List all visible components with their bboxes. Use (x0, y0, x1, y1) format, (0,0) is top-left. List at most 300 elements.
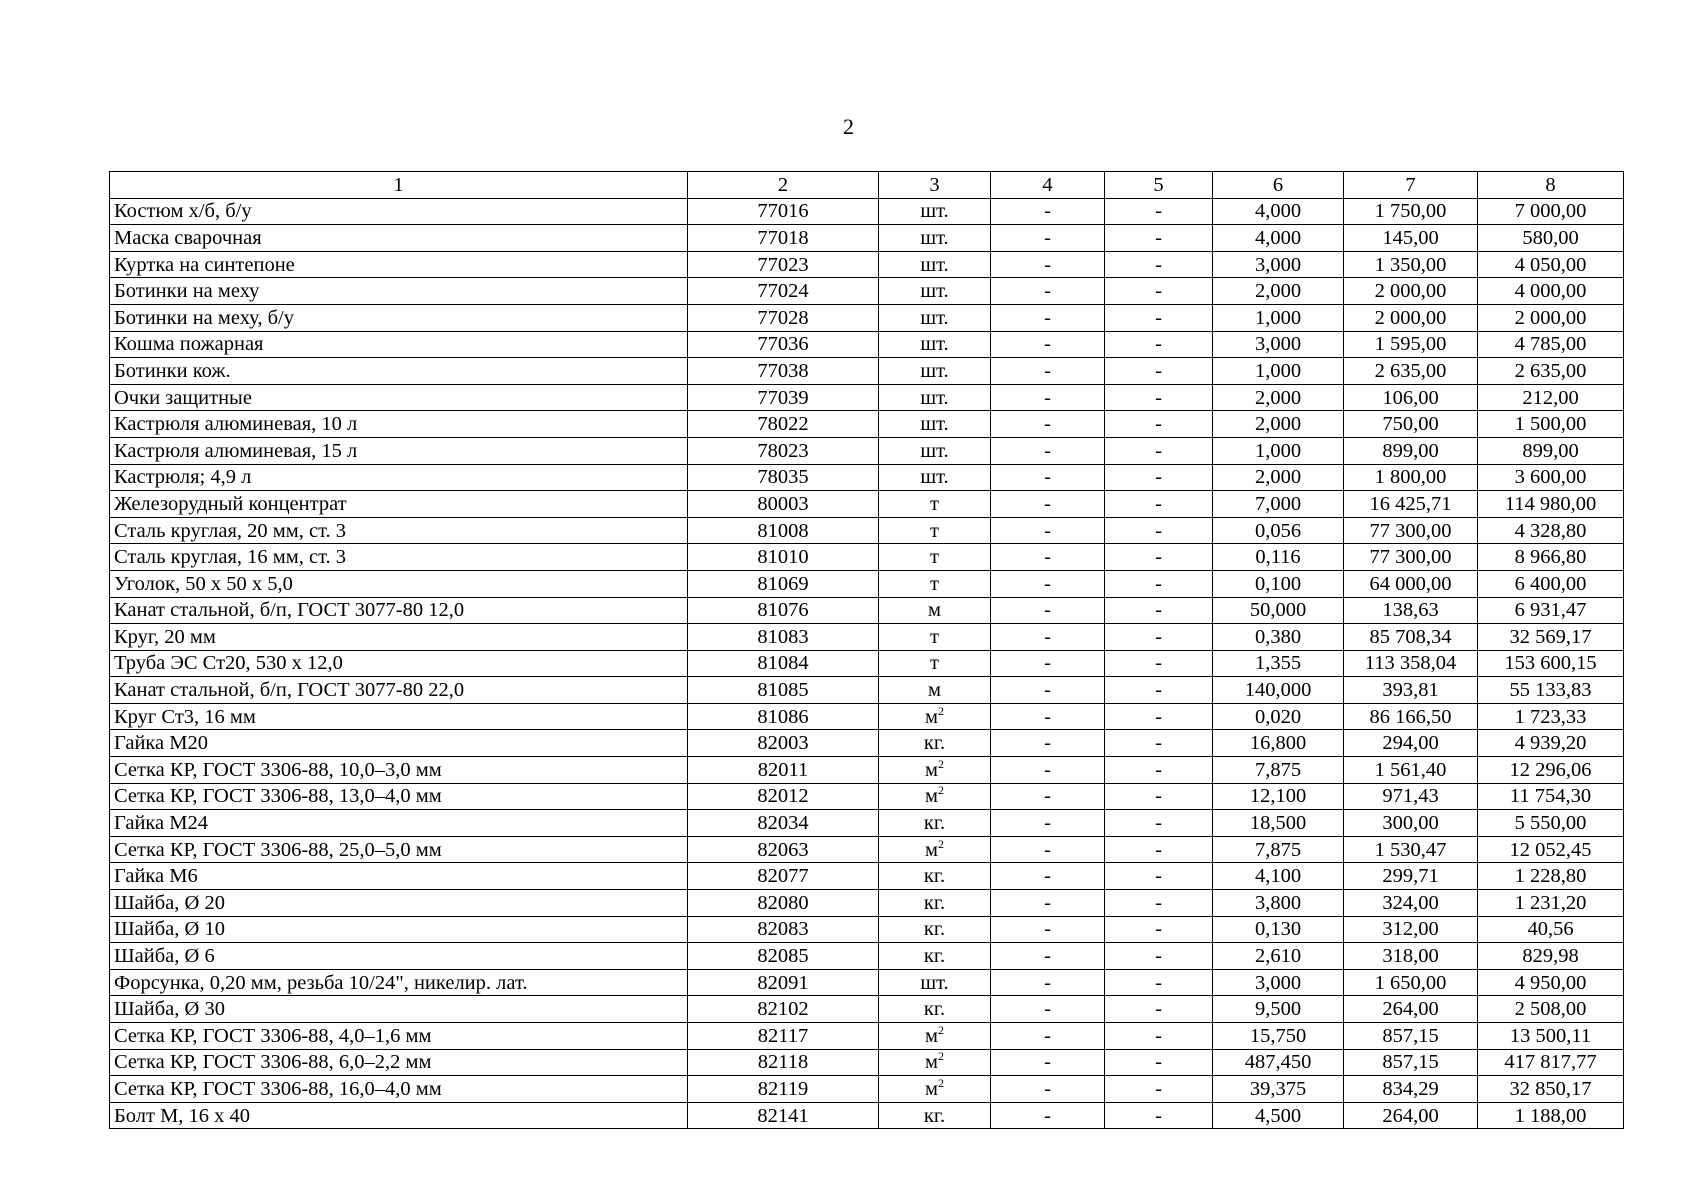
item-name-cell: Шайба, Ø 20 (110, 890, 688, 917)
inventory-table (109, 171, 1624, 1129)
quantity-cell: 9,500 (1213, 996, 1344, 1023)
price-cell: 834,29 (1344, 1076, 1478, 1103)
price-cell: 2 635,00 (1344, 358, 1478, 385)
unit-label: шт. (920, 359, 949, 382)
col5-cell: - (1105, 1076, 1213, 1103)
item-name-cell: Маска сварочная (110, 225, 688, 252)
col5-cell: - (1105, 278, 1213, 305)
col5-cell: - (1105, 491, 1213, 518)
item-name-cell: Гайка М20 (110, 730, 688, 757)
item-unit-cell (879, 358, 991, 385)
item-code-cell: 81008 (688, 517, 879, 544)
price-cell: 2 000,00 (1344, 304, 1478, 331)
item-code-cell: 81086 (688, 703, 879, 730)
col4-cell: - (991, 730, 1105, 757)
col5-cell: - (1105, 384, 1213, 411)
item-name-cell: Шайба, Ø 30 (110, 996, 688, 1023)
table-row (110, 1049, 1624, 1076)
unit-label: шт. (920, 333, 949, 356)
item-name-cell: Сетка КР, ГОСТ 3306-88, 16,0–4,0 мм (110, 1076, 688, 1103)
table-row (110, 757, 1624, 784)
item-unit-cell (879, 278, 991, 305)
col5-cell: - (1105, 544, 1213, 571)
quantity-cell: 0,130 (1213, 916, 1344, 943)
sum-cell: 12 052,45 (1478, 836, 1624, 863)
price-cell: 1 350,00 (1344, 251, 1478, 278)
col4-cell: - (991, 384, 1105, 411)
col5-cell: - (1105, 225, 1213, 252)
quantity-cell: 3,000 (1213, 331, 1344, 358)
col5-cell: - (1105, 1023, 1213, 1050)
quantity-cell: 1,000 (1213, 304, 1344, 331)
sum-cell: 4 939,20 (1478, 730, 1624, 757)
item-name-cell: Канат стальной, б/п, ГОСТ 3077-80 12,0 (110, 597, 688, 624)
item-code-cell: 77024 (688, 278, 879, 305)
table-row (110, 437, 1624, 464)
table-row (110, 650, 1624, 677)
quantity-cell: 7,875 (1213, 836, 1344, 863)
col5-cell: - (1105, 836, 1213, 863)
item-name-cell: Кастрюля алюминевая, 10 л (110, 411, 688, 438)
price-cell: 857,15 (1344, 1049, 1478, 1076)
table-row (110, 331, 1624, 358)
table-row (110, 198, 1624, 225)
quantity-cell: 3,000 (1213, 251, 1344, 278)
unit-label: т (930, 519, 939, 542)
item-unit-cell (879, 703, 991, 730)
price-cell: 899,00 (1344, 437, 1478, 464)
price-cell: 138,63 (1344, 597, 1478, 624)
item-unit-cell (879, 1049, 991, 1076)
quantity-cell: 1,000 (1213, 437, 1344, 464)
item-unit-cell (879, 1076, 991, 1103)
sum-cell: 2 508,00 (1478, 996, 1624, 1023)
sum-cell: 1 723,33 (1478, 703, 1624, 730)
col5-cell: - (1105, 730, 1213, 757)
col4-cell: - (991, 1023, 1105, 1050)
sum-cell: 2 635,00 (1478, 358, 1624, 385)
price-cell: 264,00 (1344, 996, 1478, 1023)
unit-label: м (928, 679, 941, 702)
col4-cell: - (991, 278, 1105, 305)
quantity-cell: 1,355 (1213, 650, 1344, 677)
sum-cell: 8 966,80 (1478, 544, 1624, 571)
price-cell: 1 750,00 (1344, 198, 1478, 225)
col5-cell: - (1105, 783, 1213, 810)
item-unit-cell (879, 304, 991, 331)
price-cell: 1 595,00 (1344, 331, 1478, 358)
item-unit-cell (879, 225, 991, 252)
item-name-cell: Железорудный концентрат (110, 491, 688, 518)
item-name-cell: Болт М, 16 х 40 (110, 1102, 688, 1129)
table-row (110, 810, 1624, 837)
sum-cell: 580,00 (1478, 225, 1624, 252)
col4-cell: - (991, 251, 1105, 278)
price-cell: 113 358,04 (1344, 650, 1478, 677)
table-row (110, 703, 1624, 730)
item-name-cell: Сетка КР, ГОСТ 3306-88, 6,0–2,2 мм (110, 1049, 688, 1076)
table-row (110, 358, 1624, 385)
unit-label: т (930, 572, 939, 595)
page-number: 2 (843, 114, 854, 139)
unit-label: м (925, 1051, 938, 1074)
header-cell-8: 8 (1478, 172, 1624, 199)
col4-cell: - (991, 1049, 1105, 1076)
col5-cell: - (1105, 597, 1213, 624)
unit-label: кг. (923, 1104, 946, 1127)
table-row (110, 491, 1624, 518)
sum-cell: 4 785,00 (1478, 331, 1624, 358)
item-code-cell: 81010 (688, 544, 879, 571)
item-name-cell: Кастрюля; 4,9 л (110, 464, 688, 491)
item-name-cell: Очки защитные (110, 384, 688, 411)
col4-cell: - (991, 517, 1105, 544)
col4-cell: - (991, 624, 1105, 651)
table-row (110, 278, 1624, 305)
col4-cell: - (991, 650, 1105, 677)
item-name-cell: Круг Ст3, 16 мм (110, 703, 688, 730)
item-code-cell: 82141 (688, 1102, 879, 1129)
unit-label: шт. (920, 971, 949, 994)
price-cell: 85 708,34 (1344, 624, 1478, 651)
item-code-cell: 82003 (688, 730, 879, 757)
quantity-cell: 0,100 (1213, 570, 1344, 597)
header-cell-3: 3 (879, 172, 991, 199)
price-cell: 16 425,71 (1344, 491, 1478, 518)
price-cell: 971,43 (1344, 783, 1478, 810)
quantity-cell: 4,000 (1213, 225, 1344, 252)
unit-label: м (925, 1024, 938, 1047)
table-row (110, 890, 1624, 917)
item-code-cell: 77016 (688, 198, 879, 225)
unit-label: т (930, 546, 939, 569)
item-unit-cell (879, 544, 991, 571)
item-name-cell: Куртка на синтепоне (110, 251, 688, 278)
col4-cell: - (991, 570, 1105, 597)
col4-cell: - (991, 836, 1105, 863)
item-unit-cell (879, 969, 991, 996)
unit-exponent: 2 (937, 1075, 944, 1090)
item-name-cell: Костюм х/б, б/у (110, 198, 688, 225)
table-row (110, 411, 1624, 438)
item-name-cell: Сталь круглая, 16 мм, ст. 3 (110, 544, 688, 571)
col4-cell: - (991, 331, 1105, 358)
price-cell: 294,00 (1344, 730, 1478, 757)
price-cell: 299,71 (1344, 863, 1478, 890)
item-code-cell: 77038 (688, 358, 879, 385)
unit-label: кг. (923, 812, 946, 835)
table-row (110, 916, 1624, 943)
unit-label: кг. (923, 918, 946, 941)
quantity-cell: 2,000 (1213, 464, 1344, 491)
table-body (110, 198, 1624, 1129)
col4-cell: - (991, 304, 1105, 331)
price-cell: 264,00 (1344, 1102, 1478, 1129)
unit-label: м (925, 785, 938, 808)
sum-cell: 114 980,00 (1478, 491, 1624, 518)
unit-label: кг. (923, 945, 946, 968)
item-code-cell: 82012 (688, 783, 879, 810)
sum-cell: 12 296,06 (1478, 757, 1624, 784)
item-unit-cell (879, 198, 991, 225)
item-code-cell: 77036 (688, 331, 879, 358)
price-cell: 750,00 (1344, 411, 1478, 438)
table-row (110, 677, 1624, 704)
col5-cell: - (1105, 251, 1213, 278)
item-name-cell: Ботинки на меху, б/у (110, 304, 688, 331)
quantity-cell: 0,116 (1213, 544, 1344, 571)
col5-cell: - (1105, 198, 1213, 225)
unit-exponent: 2 (937, 703, 944, 718)
item-code-cell: 82085 (688, 943, 879, 970)
price-cell: 77 300,00 (1344, 517, 1478, 544)
item-code-cell: 82034 (688, 810, 879, 837)
col4-cell: - (991, 464, 1105, 491)
item-code-cell: 82080 (688, 890, 879, 917)
col4-cell: - (991, 916, 1105, 943)
header-cell-6: 6 (1213, 172, 1344, 199)
col5-cell: - (1105, 677, 1213, 704)
item-unit-cell (879, 810, 991, 837)
sum-cell: 153 600,15 (1478, 650, 1624, 677)
col5-cell: - (1105, 1049, 1213, 1076)
quantity-cell: 7,875 (1213, 757, 1344, 784)
price-cell: 312,00 (1344, 916, 1478, 943)
sum-cell: 417 817,77 (1478, 1049, 1624, 1076)
quantity-cell: 3,000 (1213, 969, 1344, 996)
col4-cell: - (991, 225, 1105, 252)
item-code-cell: 81069 (688, 570, 879, 597)
price-cell: 106,00 (1344, 384, 1478, 411)
item-name-cell: Сетка КР, ГОСТ 3306-88, 10,0–3,0 мм (110, 757, 688, 784)
quantity-cell: 140,000 (1213, 677, 1344, 704)
quantity-cell: 4,000 (1213, 198, 1344, 225)
quantity-cell: 2,000 (1213, 278, 1344, 305)
col5-cell: - (1105, 517, 1213, 544)
header-cell-7: 7 (1344, 172, 1478, 199)
item-unit-cell (879, 650, 991, 677)
item-name-cell: Форсунка, 0,20 мм, резьба 10/24", никелир. лат. (110, 969, 688, 996)
item-unit-cell (879, 890, 991, 917)
quantity-cell: 0,056 (1213, 517, 1344, 544)
item-unit-cell (879, 730, 991, 757)
unit-exponent: 2 (937, 836, 944, 851)
item-unit-cell (879, 437, 991, 464)
col4-cell: - (991, 757, 1105, 784)
item-name-cell: Канат стальной, б/п, ГОСТ 3077-80 22,0 (110, 677, 688, 704)
unit-exponent: 2 (937, 1022, 944, 1037)
item-unit-cell (879, 570, 991, 597)
unit-label: шт. (920, 466, 949, 489)
item-unit-cell (879, 996, 991, 1023)
unit-label: шт. (920, 413, 949, 436)
unit-label: шт. (920, 226, 949, 249)
item-code-cell: 78023 (688, 437, 879, 464)
quantity-cell: 1,000 (1213, 358, 1344, 385)
item-unit-cell (879, 491, 991, 518)
quantity-cell: 2,000 (1213, 411, 1344, 438)
col5-cell: - (1105, 1102, 1213, 1129)
quantity-cell: 0,380 (1213, 624, 1344, 651)
table-row (110, 730, 1624, 757)
unit-label: шт. (920, 386, 949, 409)
item-code-cell: 81085 (688, 677, 879, 704)
col5-cell: - (1105, 757, 1213, 784)
price-cell: 1 650,00 (1344, 969, 1478, 996)
item-name-cell: Круг, 20 мм (110, 624, 688, 651)
item-code-cell: 82102 (688, 996, 879, 1023)
col4-cell: - (991, 969, 1105, 996)
unit-label: т (930, 652, 939, 675)
item-unit-cell (879, 464, 991, 491)
item-code-cell: 77018 (688, 225, 879, 252)
quantity-cell: 50,000 (1213, 597, 1344, 624)
unit-label: м (925, 1077, 938, 1100)
sum-cell: 7 000,00 (1478, 198, 1624, 225)
col5-cell: - (1105, 890, 1213, 917)
table-row (110, 464, 1624, 491)
unit-exponent: 2 (937, 756, 944, 771)
unit-label: м (928, 599, 941, 622)
table-row (110, 517, 1624, 544)
col4-cell: - (991, 890, 1105, 917)
item-unit-cell (879, 597, 991, 624)
table-row (110, 1076, 1624, 1103)
table-row (110, 863, 1624, 890)
table-row (110, 1102, 1624, 1129)
table-row (110, 251, 1624, 278)
price-cell: 393,81 (1344, 677, 1478, 704)
table-row (110, 225, 1624, 252)
sum-cell: 212,00 (1478, 384, 1624, 411)
item-unit-cell (879, 757, 991, 784)
col5-cell: - (1105, 570, 1213, 597)
quantity-cell: 15,750 (1213, 1023, 1344, 1050)
item-unit-cell (879, 836, 991, 863)
col4-cell: - (991, 411, 1105, 438)
unit-label: шт. (920, 439, 949, 462)
price-cell: 1 530,47 (1344, 836, 1478, 863)
unit-label: кг. (923, 732, 946, 755)
table-header-row (110, 172, 1624, 199)
item-code-cell: 80003 (688, 491, 879, 518)
item-code-cell: 82077 (688, 863, 879, 890)
col5-cell: - (1105, 969, 1213, 996)
price-cell: 318,00 (1344, 943, 1478, 970)
item-unit-cell (879, 517, 991, 544)
item-unit-cell (879, 783, 991, 810)
table-row (110, 1023, 1624, 1050)
header-cell-5: 5 (1105, 172, 1213, 199)
sum-cell: 2 000,00 (1478, 304, 1624, 331)
header-cell-1: 1 (110, 172, 688, 199)
quantity-cell: 4,500 (1213, 1102, 1344, 1129)
quantity-cell: 12,100 (1213, 783, 1344, 810)
item-unit-cell (879, 251, 991, 278)
quantity-cell: 18,500 (1213, 810, 1344, 837)
col4-cell: - (991, 1102, 1105, 1129)
price-cell: 86 166,50 (1344, 703, 1478, 730)
sum-cell: 6 931,47 (1478, 597, 1624, 624)
header-cell-4: 4 (991, 172, 1105, 199)
item-code-cell: 77028 (688, 304, 879, 331)
item-unit-cell (879, 863, 991, 890)
table-row (110, 836, 1624, 863)
item-name-cell: Сталь круглая, 20 мм, ст. 3 (110, 517, 688, 544)
item-unit-cell (879, 1023, 991, 1050)
unit-label: шт. (920, 280, 949, 303)
col5-cell: - (1105, 437, 1213, 464)
item-code-cell: 82119 (688, 1076, 879, 1103)
unit-label: шт. (920, 200, 949, 223)
col4-cell: - (991, 677, 1105, 704)
price-cell: 64 000,00 (1344, 570, 1478, 597)
item-unit-cell (879, 1102, 991, 1129)
table-row (110, 624, 1624, 651)
col4-cell: - (991, 597, 1105, 624)
sum-cell: 1 500,00 (1478, 411, 1624, 438)
unit-label: кг. (923, 998, 946, 1021)
table-row (110, 996, 1624, 1023)
col4-cell: - (991, 863, 1105, 890)
col5-cell: - (1105, 943, 1213, 970)
item-name-cell: Кастрюля алюминевая, 15 л (110, 437, 688, 464)
unit-label: м (925, 838, 938, 861)
sum-cell: 899,00 (1478, 437, 1624, 464)
sum-cell: 11 754,30 (1478, 783, 1624, 810)
item-code-cell: 82091 (688, 969, 879, 996)
sum-cell: 32 850,17 (1478, 1076, 1624, 1103)
unit-exponent: 2 (937, 783, 944, 798)
quantity-cell: 2,000 (1213, 384, 1344, 411)
table-row (110, 570, 1624, 597)
col5-cell: - (1105, 863, 1213, 890)
item-code-cell: 77023 (688, 251, 879, 278)
unit-exponent: 2 (937, 1049, 944, 1064)
col4-cell: - (991, 198, 1105, 225)
col5-cell: - (1105, 464, 1213, 491)
sum-cell: 1 228,80 (1478, 863, 1624, 890)
quantity-cell: 0,020 (1213, 703, 1344, 730)
item-name-cell: Шайба, Ø 6 (110, 943, 688, 970)
item-code-cell: 81083 (688, 624, 879, 651)
col4-cell: - (991, 544, 1105, 571)
table-row (110, 384, 1624, 411)
item-name-cell: Труба ЭС Ст20, 530 х 12,0 (110, 650, 688, 677)
sum-cell: 13 500,11 (1478, 1023, 1624, 1050)
item-unit-cell (879, 916, 991, 943)
quantity-cell: 487,450 (1213, 1049, 1344, 1076)
price-cell: 145,00 (1344, 225, 1478, 252)
price-cell: 1 800,00 (1344, 464, 1478, 491)
sum-cell: 4 050,00 (1478, 251, 1624, 278)
table-row (110, 783, 1624, 810)
quantity-cell: 3,800 (1213, 890, 1344, 917)
col5-cell: - (1105, 703, 1213, 730)
price-cell: 77 300,00 (1344, 544, 1478, 571)
item-code-cell: 82118 (688, 1049, 879, 1076)
col5-cell: - (1105, 916, 1213, 943)
sum-cell: 32 569,17 (1478, 624, 1624, 651)
col5-cell: - (1105, 304, 1213, 331)
unit-label: кг. (923, 891, 946, 914)
table-row (110, 597, 1624, 624)
sum-cell: 40,56 (1478, 916, 1624, 943)
col4-cell: - (991, 491, 1105, 518)
col4-cell: - (991, 996, 1105, 1023)
col5-cell: - (1105, 358, 1213, 385)
item-code-cell: 81076 (688, 597, 879, 624)
